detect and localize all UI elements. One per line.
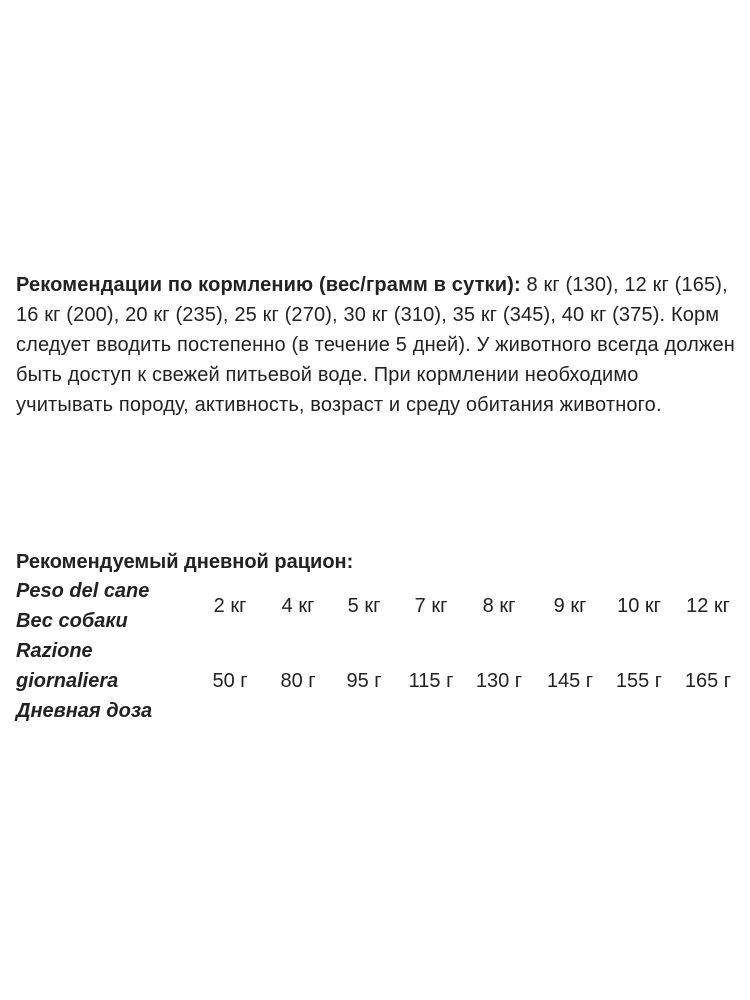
ration-cell: 165 г (684, 670, 732, 692)
feeding-recommendations-paragraph (16, 270, 738, 420)
weight-cell: 2 кг (213, 595, 247, 617)
weight-label-italian: Peso del cane (16, 580, 150, 602)
feeding-recommendations-lead: Рекомендации по кормлению (вес/грамм в сутки): (16, 274, 521, 296)
daily-ration-title: Рекомендуемый дневной рацион: (16, 551, 354, 573)
ration-cell: 80 г (280, 670, 316, 692)
weight-cell: 9 кг (553, 595, 587, 617)
ration-cell: 50 г (212, 670, 248, 692)
ration-label-russian: Дневная доза (16, 700, 153, 722)
ration-cell: 145 г (546, 670, 594, 692)
ration-cell: 115 г (408, 670, 454, 692)
ration-cell: 155 г (615, 670, 663, 692)
weight-cell: 5 кг (347, 595, 381, 617)
weight-cell: 8 кг (482, 595, 516, 617)
feeding-recommendations-text: 8 кг (130), 12 кг (165), 16 кг (200), 20 кг (235), 25 кг (270), 30 кг (310), 35 кг (345), 40 кг (375). Корм следует вводить постепенно (в течение 5 дней). У животного всегда должен быть доступ к свежей питьевой воде. При кормлении необходимо учитывать породу, активность, возраст и среду обитания животного. (16, 274, 735, 416)
weight-cell: 7 кг (414, 595, 448, 617)
weight-cell: 10 кг (617, 595, 661, 617)
ration-label-italian-2: giornaliera (16, 670, 119, 692)
ration-label-italian-1: Razione (16, 640, 93, 662)
weight-cell: 12 кг (686, 595, 730, 617)
weight-row-label (16, 576, 149, 636)
ration-cell: 130 г (475, 670, 523, 692)
weight-label-russian: Вес собаки (16, 610, 128, 632)
weight-cell: 4 кг (281, 595, 315, 617)
ration-row-label (16, 636, 152, 726)
ration-cell: 95 г (346, 670, 382, 692)
